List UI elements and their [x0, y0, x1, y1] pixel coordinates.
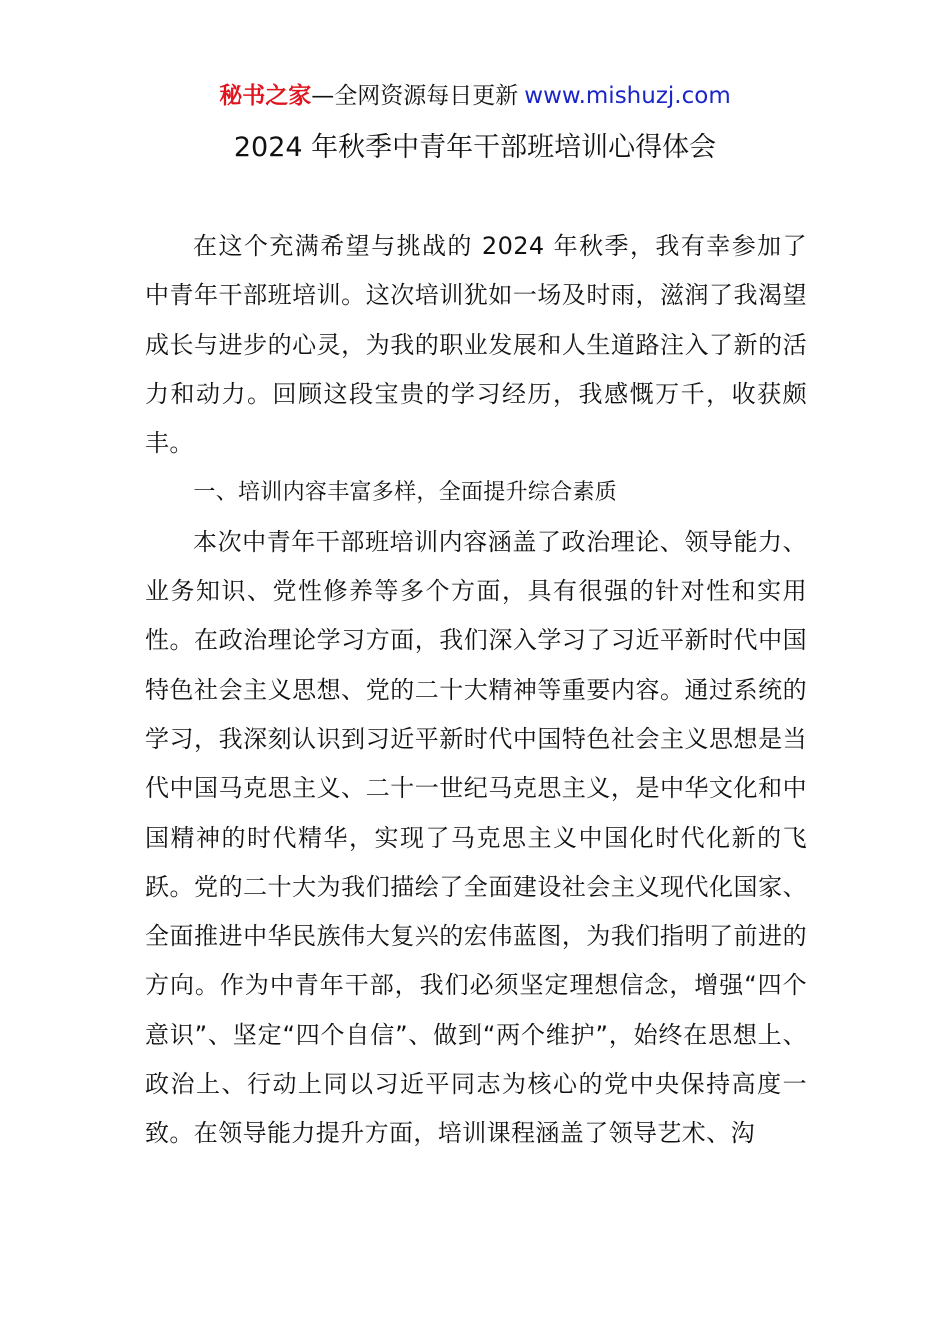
section-heading-1: 一、培训内容丰富多样，全面提升综合素质: [193, 480, 618, 506]
intro-paragraph: 在这个充满希望与挑战的 2024 年秋季，我有幸参加了中青年干部班培训。这次培训犹如一场及时雨，滋润了我渴望成长与进步的心灵，为我的职业发展和人生道路注入了新的活力和动力。回顾这段宝贵的学习经历，我感慨万千，收获颇丰。: [145, 232, 807, 458]
section-1-paragraph: 本次中青年干部班培训内容涵盖了政治理论、领导能力、业务知识、党性修养等多个方面，具有很强的针对性和实用性。在政治理论学习方面，我们深入学习了习近平新时代中国特色社会主义思想、党的二十大精神等重要内容。通过系统的学习，我深刻认识到习近平新时代中国特色社会主义思想是当代中国马克思主义、二十一世纪马克思主义，是中华文化和中国精神的时代精华，实现了马克思主义中国化时代化新的飞跃。党的二十大为我们描绘了全面建设社会主义现代化国家、全面推进中华民族伟大复兴的宏伟蓝图，为我们指明了前进的方向。作为中青年干部，我们必须坚定理想信念，增强“四个意识”、坚定“四个自信”、做到“两个维护”，始终在思想上、政治上、行动上同以习近平同志为核心的党中央保持高度一致。在领导能力提升方面，培训课程涵盖了领导艺术、沟: [145, 527, 807, 1148]
site-brand: 秘书之家: [219, 83, 312, 109]
site-url-link[interactable]: www.mishuzj.com: [524, 83, 731, 109]
site-tagline: —全网资源每日更新: [311, 83, 519, 109]
document-title: 2024 年秋季中青年干部班培训心得体会: [233, 132, 717, 163]
site-header: [0, 78, 950, 114]
document-body: [145, 222, 807, 1159]
